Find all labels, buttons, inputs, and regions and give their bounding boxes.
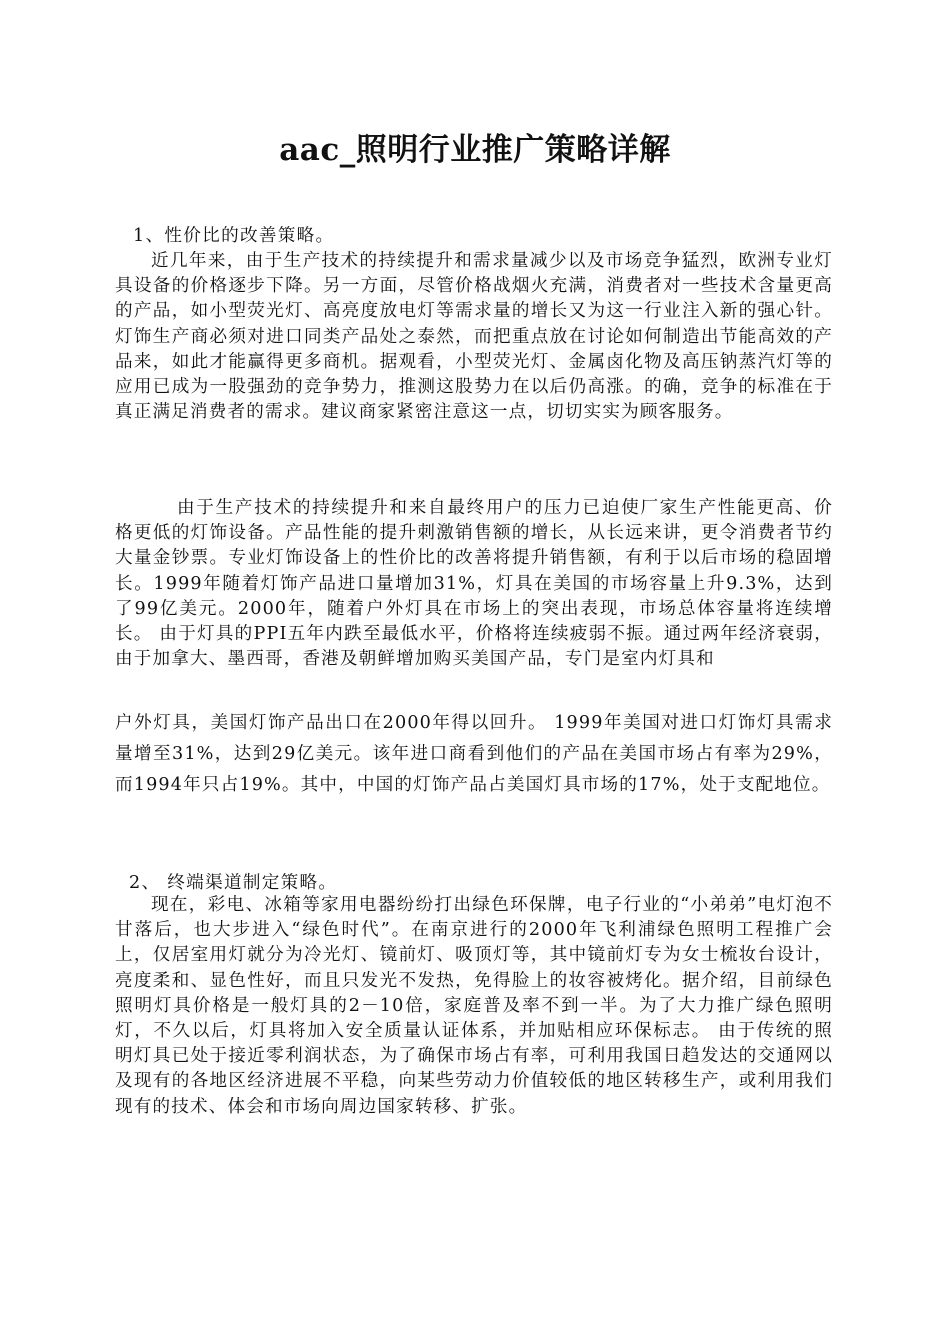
- paragraph-green-lighting: 现在，彩电、冰箱等家用电器纷纷打出绿色环保牌，电子行业的“小弟弟”电灯泡不甘落后，也大步进入“绿色时代”。在南京进行的2000年飞利浦绿色照明工程推广会上，仅居室用灯就分为冷光灯、镜前灯、吸顶灯等，其中镜前灯专为女士梳妆台设计，亮度柔和、显色性好，而且只发光不发热，免得脸上的妆容被烤化。据介绍，目前绿色照明灯具价格是一般灯具的2－10倍，家庭普及率不到一半。为了大力推广绿色照明灯，不久以后，灯具将加入安全质量认证体系，并加贴相应环保标志。 由于传统的照明灯具已处于接近零利润状态，为了确保市场占有率，可利用我国日趋发达的交通网以及现有的各地区经济进展不平稳，向某些劳动力价值较低的地区转移生产，或利用我们现有的技术、体会和市场向周边国家转移、扩张。: [115, 895, 833, 1117]
- paragraph-market-overview: 近几年来，由于生产技术的持续提升和需求量减少以及市场竞争猛烈，欧洲专业灯具设备的价格逐步下降。另一方面，尽管价格战烟火充满，消费者对一些技术含量更高的产品，如小型荧光灯、高亮度放电灯等需求量的增长又为这一行业注入新的强心针。灯饰生产商必须对进口同类产品处之泰然，而把重点放在讨论如何制造出节能高效的产品来，如此才能赢得更多商机。据观看，小型荧光灯、金属卤化物及高压钠蒸汽灯等的应用已成为一股强劲的竞争势力，推测这股势力在以后仍高涨。的确，竞争的标准在于真正满足消费者的需求。建议商家紧密注意这一点，切切实实为顾客服务。: [115, 251, 833, 423]
- section-heading-price-performance: 1、性价比的改善策略。: [133, 226, 335, 246]
- section-heading-channel-strategy: 2、 终端渠道制定策略。: [129, 873, 338, 893]
- paragraph-performance-price: 由于生产技术的持续提升和来自最终用户的压力已迫使厂家生产性能更高、价格更低的灯饰设备。产品性能的提升刺激销售额的增长，从长远来讲，更令消费者节约大量金钞票。专业灯饰设备上的性价比的改善将提升销售额，有利于以后市场的稳固增长。1999年随着灯饰产品进口量增加31%，灯具在美国的市场容量上升9.3%，达到了99亿美元。2000年，随着户外灯具在市场上的突出表现，市场总体容量将连续增长。 由于灯具的PPI五年内跌至最低水平，价格将连续疲弱不振。通过两年经济衰弱，由于加拿大、墨西哥，香港及朝鲜增加购买美国产品，专门是室内灯具和: [115, 498, 833, 670]
- document-title: aac_照明行业推广策略详解: [279, 132, 671, 168]
- paragraph-us-import-export: 户外灯具，美国灯饰产品出口在2000年得以回升。 1999年美国对进口灯饰灯具需求量增至31%，达到29亿美元。该年进口商看到他们的产品在美国市场占有率为29%，而1994年只占19%。其中，中国的灯饰产品占美国灯具市场的17%，处于支配地位。: [115, 713, 833, 795]
